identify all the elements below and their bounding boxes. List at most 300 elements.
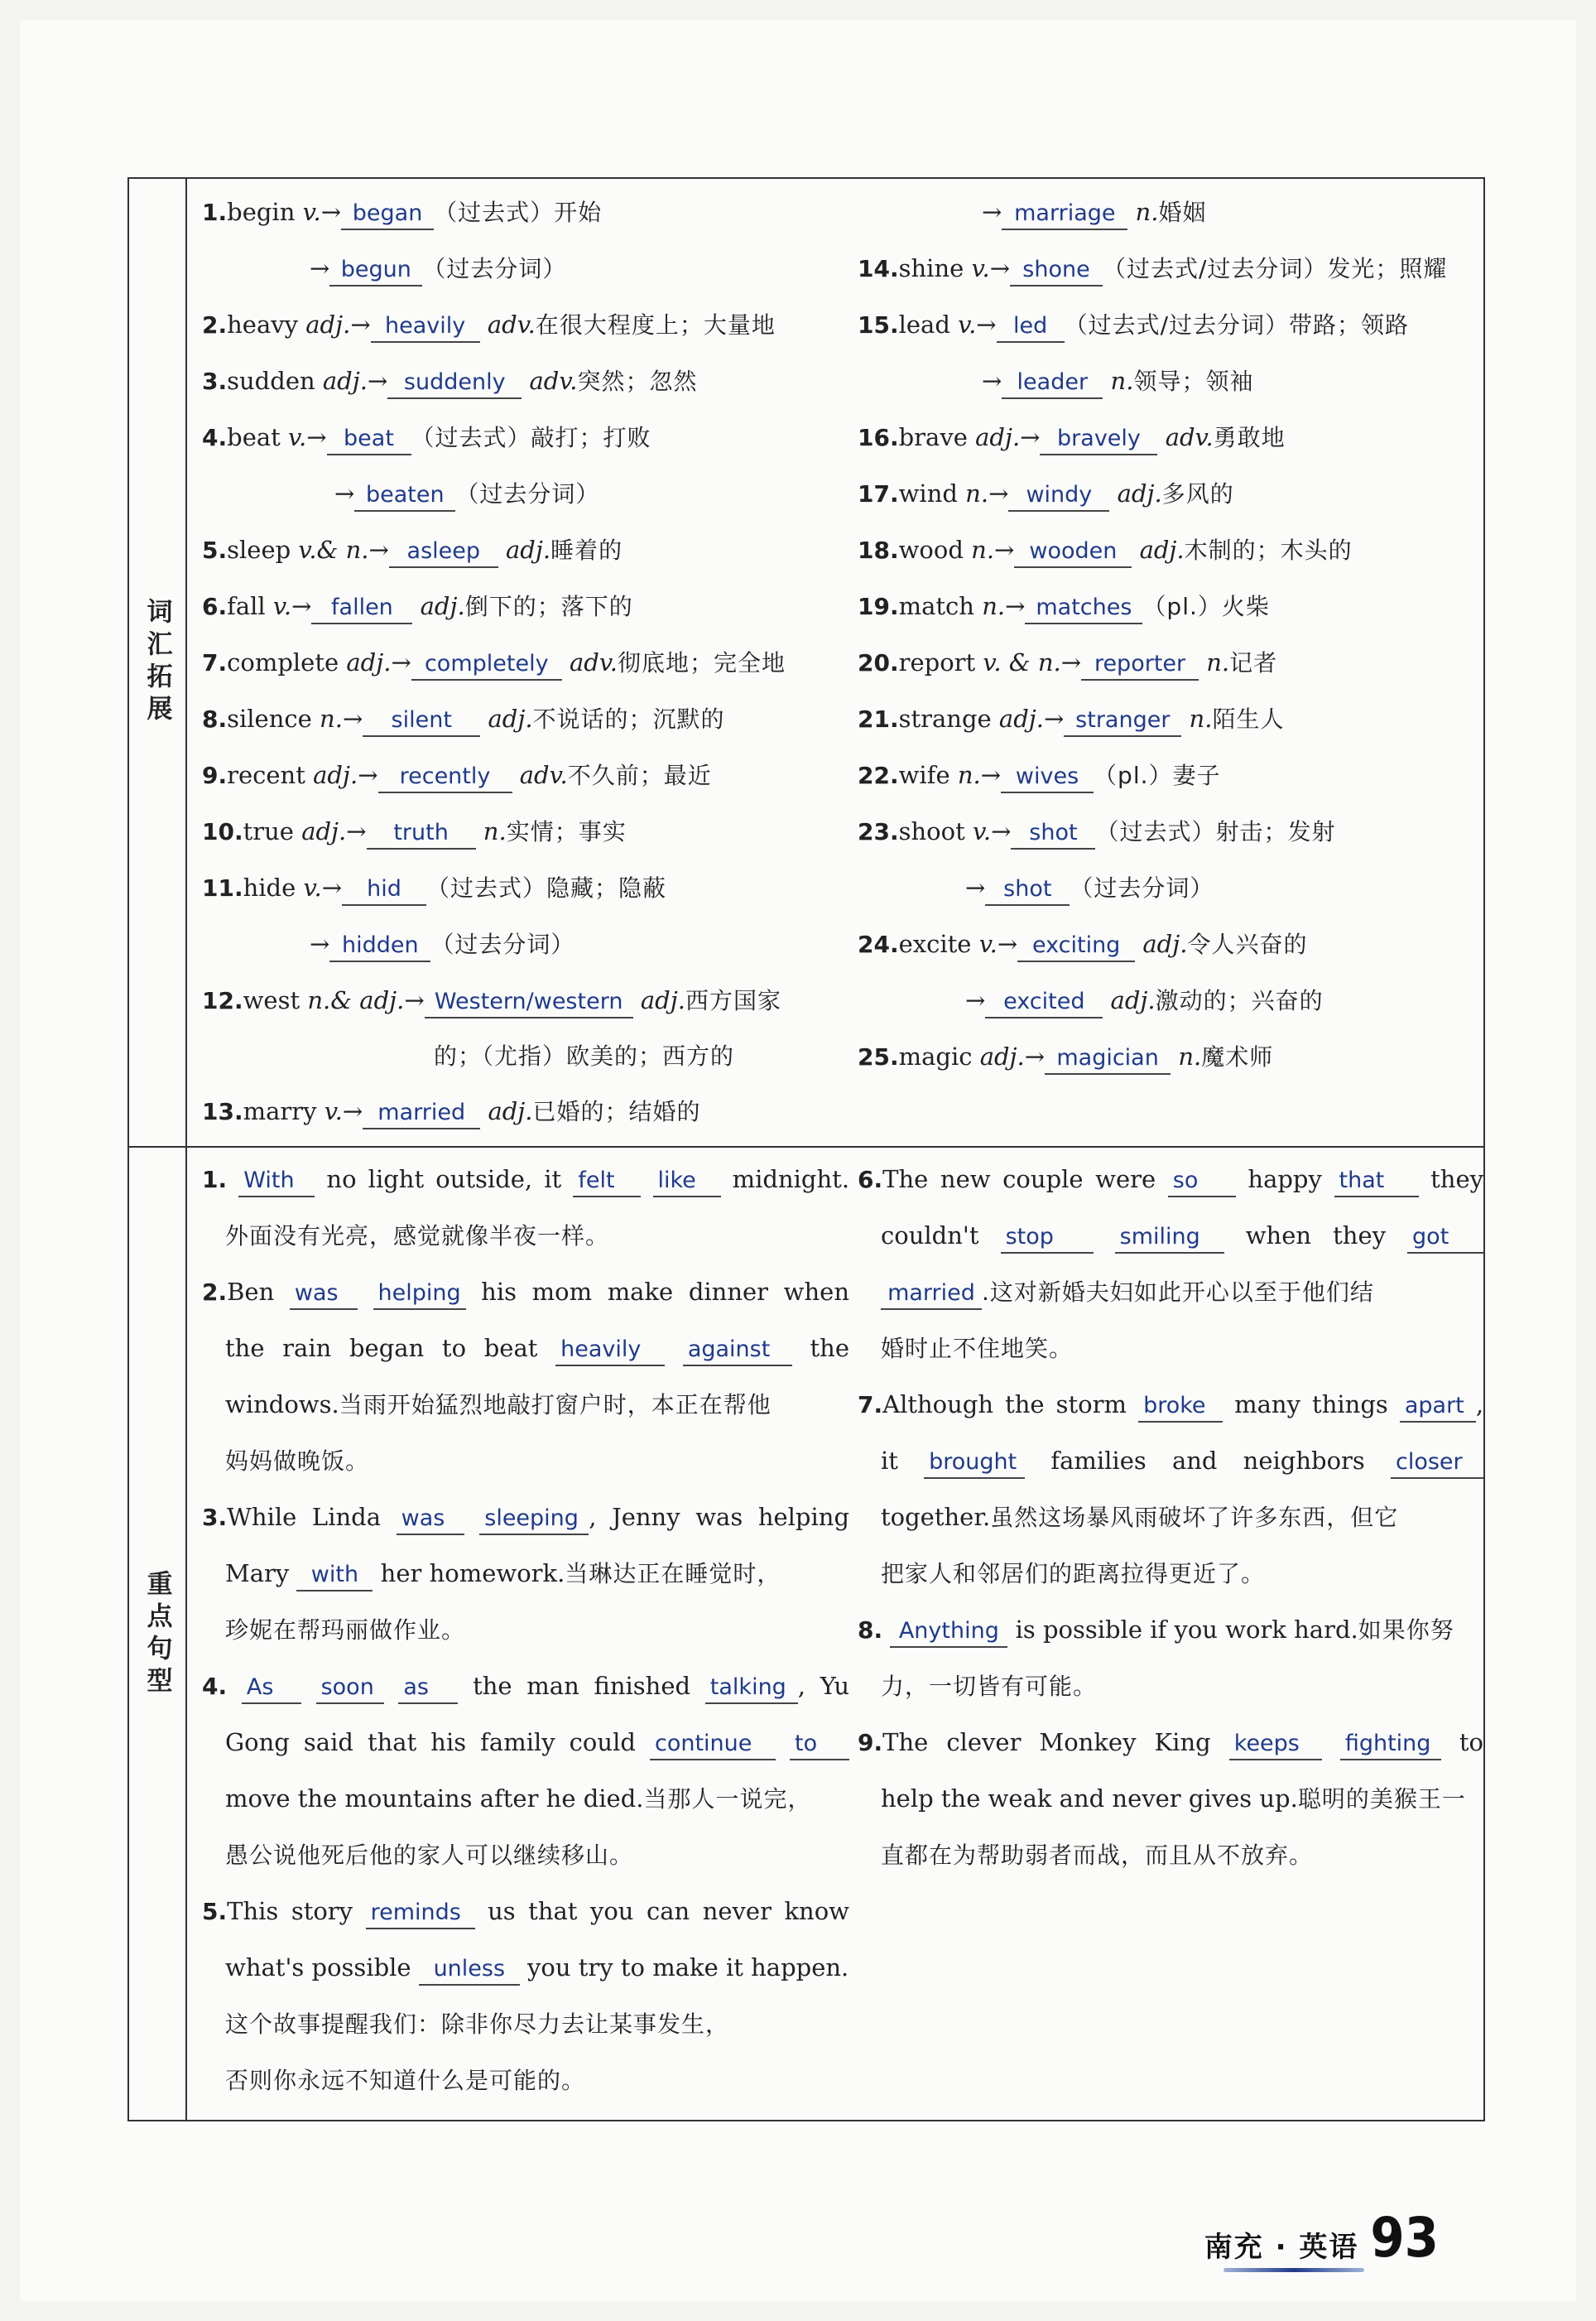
definition: 记者 bbox=[1229, 649, 1278, 677]
sentence-text: , bbox=[1475, 1390, 1484, 1418]
item-number: 13. bbox=[202, 1098, 243, 1125]
answer-blank[interactable]: broke bbox=[1138, 1391, 1223, 1423]
part-of-speech: adv. bbox=[569, 648, 618, 677]
base-word: lead bbox=[898, 311, 950, 339]
vocab-row-21 bbox=[858, 691, 1483, 747]
answer-blank[interactable]: apart bbox=[1400, 1391, 1476, 1423]
definition: （过去分词） bbox=[455, 480, 600, 508]
answer-blank[interactable]: shot bbox=[985, 874, 1070, 906]
part-of-speech: v. bbox=[978, 930, 997, 958]
item-number: 17. bbox=[858, 480, 899, 508]
sentence-right-column bbox=[858, 1151, 1483, 1883]
vocab-row-18 bbox=[858, 522, 1483, 578]
answer-blank[interactable]: led bbox=[997, 311, 1065, 343]
sentence-5-line-3 bbox=[202, 1996, 849, 2052]
item-number: 4. bbox=[202, 424, 228, 451]
vocab-row-7 bbox=[202, 634, 849, 691]
vocab-row-17 bbox=[858, 465, 1483, 522]
vocab-row-12b bbox=[202, 1028, 849, 1083]
answer-blank[interactable]: married bbox=[363, 1098, 480, 1129]
answer-blank[interactable]: wooden bbox=[1014, 537, 1132, 568]
definition: （pl.）妻子 bbox=[1094, 762, 1221, 789]
answer-blank[interactable]: that bbox=[1334, 1166, 1419, 1197]
part-of-speech: adj. bbox=[506, 536, 551, 564]
sentence-text: when they bbox=[1245, 1221, 1386, 1250]
definition: 魔术师 bbox=[1201, 1043, 1274, 1071]
answer-blank[interactable]: to bbox=[790, 1729, 849, 1760]
answer-blank[interactable]: as bbox=[398, 1673, 458, 1704]
vocab-row-8 bbox=[202, 691, 849, 747]
base-word: report bbox=[898, 648, 976, 677]
base-word: brave bbox=[898, 423, 968, 451]
answer-blank[interactable]: heavily bbox=[555, 1335, 665, 1366]
definition: 多风的 bbox=[1161, 480, 1234, 508]
vocab-row-20 bbox=[858, 634, 1483, 691]
translation: 力，一切皆有可能。 bbox=[881, 1673, 1098, 1700]
base-word: marry bbox=[243, 1097, 317, 1125]
arrow-icon: → bbox=[391, 648, 411, 677]
sentence-text: they bbox=[1430, 1165, 1483, 1193]
part-of-speech: adj. bbox=[420, 592, 465, 620]
definition: （过去式）敲打；打败 bbox=[411, 424, 651, 451]
answer-blank[interactable]: shot bbox=[1011, 818, 1095, 850]
arrow-icon: → bbox=[1060, 648, 1082, 677]
item-number: 9. bbox=[202, 762, 228, 789]
answer-blank[interactable]: With bbox=[238, 1166, 315, 1197]
part-of-speech: n. bbox=[1206, 648, 1230, 677]
part-of-speech: v.& n. bbox=[298, 536, 369, 564]
base-word: begin bbox=[227, 198, 296, 226]
answer-blank[interactable]: suddenly bbox=[387, 368, 522, 399]
part-of-speech: v. & n. bbox=[983, 648, 1061, 677]
answer-blank[interactable]: reminds bbox=[366, 1898, 475, 1929]
part-of-speech: adv. bbox=[1165, 423, 1214, 451]
sentence-7-line-1 bbox=[858, 1376, 1483, 1433]
arrow-icon: → bbox=[980, 761, 1002, 789]
sentence-2-line-1 bbox=[202, 1264, 849, 1320]
answer-blank[interactable]: fighting bbox=[1340, 1729, 1441, 1760]
base-word: wood bbox=[898, 536, 964, 564]
vocab-right-column bbox=[858, 184, 1483, 1085]
base-word: true bbox=[243, 817, 294, 845]
arrow-icon: → bbox=[965, 986, 986, 1014]
sentence-text: what's possible bbox=[225, 1953, 411, 1982]
arrow-icon: → bbox=[1044, 705, 1065, 733]
vocab-row-24b bbox=[858, 972, 1483, 1028]
answer-blank[interactable]: sleeping bbox=[479, 1504, 589, 1535]
answer-blank[interactable]: excited bbox=[985, 987, 1103, 1018]
vocab-row-13 bbox=[202, 1083, 849, 1139]
definition: 领导；领袖 bbox=[1133, 368, 1254, 395]
sentence-text: no light outside, it bbox=[326, 1165, 562, 1193]
part-of-speech: adj. bbox=[305, 311, 351, 339]
arrow-icon: → bbox=[350, 311, 371, 339]
answer-blank[interactable]: with bbox=[296, 1560, 373, 1591]
sentence-text: , Jenny was helping bbox=[589, 1503, 850, 1531]
definition: 西方国家 bbox=[685, 987, 781, 1014]
item-number: 4. bbox=[202, 1673, 228, 1700]
base-word: sleep bbox=[227, 536, 291, 564]
sentence-text: to bbox=[1459, 1728, 1484, 1756]
answer-blank[interactable]: recently bbox=[378, 762, 512, 793]
part-of-speech: adj. bbox=[998, 705, 1044, 733]
part-of-speech: adj. bbox=[640, 986, 685, 1014]
part-of-speech: n.& adj. bbox=[307, 986, 405, 1014]
vocab-row-4 bbox=[202, 409, 849, 465]
vocab-label-cell bbox=[129, 179, 187, 1146]
item-number: 2. bbox=[202, 311, 228, 339]
definition: 睡着的 bbox=[550, 537, 623, 564]
arrow-icon: → bbox=[334, 479, 355, 508]
item-number: 8. bbox=[202, 705, 228, 733]
answer-blank[interactable]: asleep bbox=[389, 537, 498, 568]
answer-blank[interactable]: closer bbox=[1391, 1447, 1483, 1479]
answer-blank[interactable]: keeps bbox=[1229, 1729, 1322, 1760]
part-of-speech: adj. bbox=[1117, 479, 1162, 508]
base-word: sudden bbox=[227, 367, 315, 395]
sentence-text: The new couple were bbox=[882, 1165, 1156, 1193]
translation: 珍妮在帮玛丽做作业。 bbox=[225, 1616, 466, 1644]
vocab-row-23 bbox=[858, 803, 1483, 860]
answer-blank[interactable]: Western/western bbox=[425, 987, 633, 1018]
part-of-speech: n. bbox=[965, 479, 989, 508]
arrow-icon: → bbox=[997, 930, 1018, 958]
sentence-9-line-3 bbox=[858, 1827, 1483, 1883]
base-word: complete bbox=[227, 648, 339, 677]
answer-blank[interactable]: unless bbox=[419, 1954, 520, 1986]
sentence-text: help the weak and never gives up. bbox=[881, 1784, 1298, 1813]
answer-blank[interactable]: silent bbox=[363, 705, 480, 737]
sentence-4-line-4 bbox=[202, 1827, 849, 1883]
translation: 如果你努 bbox=[1358, 1616, 1454, 1644]
base-word: west bbox=[243, 986, 300, 1014]
translation: 妈妈做晚饭。 bbox=[225, 1447, 370, 1475]
sentence-7-line-2 bbox=[858, 1433, 1483, 1489]
translation: 当那人一说完， bbox=[643, 1785, 812, 1813]
item-number: 24. bbox=[858, 931, 899, 958]
base-word: shoot bbox=[898, 817, 965, 845]
exercise-table bbox=[127, 177, 1485, 2121]
answer-blank[interactable]: windy bbox=[1008, 480, 1109, 512]
sentence-text: , Yu bbox=[797, 1672, 850, 1700]
arrow-icon: → bbox=[358, 761, 378, 789]
base-word: heavy bbox=[227, 311, 299, 339]
answer-blank[interactable]: bravely bbox=[1040, 424, 1157, 455]
base-word: wife bbox=[898, 761, 950, 789]
item-number: 9. bbox=[858, 1729, 883, 1756]
vocab-row-9 bbox=[202, 747, 849, 803]
answer-blank[interactable]: soon bbox=[316, 1673, 384, 1704]
part-of-speech: adj. bbox=[488, 705, 533, 733]
sentence-4-line-3 bbox=[202, 1770, 849, 1827]
arrow-icon: → bbox=[342, 1097, 363, 1125]
sentence-text: it bbox=[881, 1447, 898, 1475]
part-of-speech: adj. bbox=[488, 1097, 533, 1125]
vocab-row-1 bbox=[202, 184, 849, 240]
definition: （过去式/过去分词）带路；领路 bbox=[1064, 311, 1410, 339]
answer-blank[interactable]: like bbox=[653, 1166, 721, 1197]
sentence-text: While Linda bbox=[227, 1503, 381, 1531]
answer-blank[interactable]: Anything bbox=[890, 1616, 1007, 1648]
answer-blank[interactable]: wives bbox=[1001, 762, 1094, 793]
translation: 当琳达正在睡觉时， bbox=[565, 1560, 781, 1587]
vocab-row-6 bbox=[202, 578, 849, 634]
item-number: 7. bbox=[202, 649, 228, 677]
definition: 木制的；木头的 bbox=[1184, 537, 1353, 564]
base-word: beat bbox=[227, 423, 281, 451]
translation: 当雨开始猛烈地敲打窗户时，本正在帮他 bbox=[339, 1391, 772, 1418]
answer-blank[interactable]: matches bbox=[1025, 593, 1142, 624]
answer-blank[interactable]: As bbox=[242, 1673, 301, 1704]
answer-blank[interactable]: stranger bbox=[1064, 705, 1181, 737]
sentence-text: together. bbox=[881, 1503, 991, 1531]
page-footer bbox=[1204, 2206, 1439, 2270]
item-number: 6. bbox=[202, 593, 228, 620]
definition: 彻底地；完全地 bbox=[618, 649, 786, 677]
answer-blank[interactable]: hid bbox=[342, 874, 426, 906]
answer-blank[interactable]: got bbox=[1407, 1222, 1483, 1254]
vocab-row-13b bbox=[858, 184, 1483, 240]
vocab-row-5 bbox=[202, 522, 849, 578]
part-of-speech: n. bbox=[1178, 1043, 1202, 1071]
vocab-section-label: 词汇拓展 bbox=[142, 598, 172, 727]
part-of-speech: n. bbox=[971, 536, 995, 564]
definition: （过去分词） bbox=[430, 931, 575, 958]
item-number: 19. bbox=[858, 593, 899, 620]
answer-blank[interactable]: brought bbox=[924, 1447, 1025, 1479]
arrow-icon: → bbox=[306, 423, 327, 451]
item-number: 3. bbox=[202, 1504, 228, 1531]
arrow-icon: → bbox=[1020, 423, 1041, 451]
base-word: magic bbox=[898, 1043, 973, 1071]
sentence-text: the rain began to beat bbox=[225, 1334, 538, 1362]
sentence-text: families and neighbors bbox=[1050, 1447, 1365, 1475]
answer-blank[interactable]: leader bbox=[1002, 368, 1103, 399]
arrow-icon: → bbox=[367, 367, 388, 395]
sentence-6-line-1 bbox=[858, 1151, 1483, 1207]
sentence-4-line-1 bbox=[202, 1658, 849, 1714]
translation: .这对新婚夫妇如此开心以至于他们结 bbox=[982, 1278, 1374, 1306]
base-word: hide bbox=[243, 874, 296, 902]
sentence-text: midnight. bbox=[732, 1165, 850, 1193]
part-of-speech: adj. bbox=[1142, 930, 1188, 958]
answer-blank[interactable]: smiling bbox=[1115, 1222, 1224, 1254]
part-of-speech: v. bbox=[972, 817, 992, 845]
arrow-icon: → bbox=[368, 536, 389, 564]
translation: 愚公说他死后他的家人可以继续移山。 bbox=[225, 1842, 634, 1869]
sentence-text: Gong said that his family could bbox=[225, 1728, 636, 1756]
answer-blank[interactable]: fallen bbox=[311, 593, 412, 624]
item-number: 6. bbox=[858, 1166, 883, 1193]
translation: 外面没有光亮，感觉就像半夜一样。 bbox=[225, 1222, 610, 1250]
item-number: 11. bbox=[202, 874, 243, 902]
translation: 直都在为帮助弱者而战，而且从不放弃。 bbox=[881, 1842, 1314, 1869]
definition: 激动的；兴奋的 bbox=[1155, 987, 1324, 1014]
arrow-icon: → bbox=[994, 536, 1015, 564]
sentence-text: you try to make it happen. bbox=[527, 1953, 849, 1982]
sentence-7-line-4 bbox=[858, 1545, 1483, 1601]
answer-blank[interactable]: magician bbox=[1045, 1043, 1171, 1075]
sentence-5-line-4 bbox=[202, 2052, 849, 2108]
part-of-speech: adj. bbox=[322, 367, 368, 395]
definition: 不说话的；沉默的 bbox=[532, 705, 725, 733]
item-number: 1. bbox=[202, 199, 228, 226]
sentence-9-line-2 bbox=[858, 1770, 1483, 1827]
item-number: 14. bbox=[858, 255, 899, 282]
sentence-5-line-2 bbox=[202, 1939, 849, 1996]
sentence-4-line-2 bbox=[202, 1714, 849, 1770]
item-number: 20. bbox=[858, 649, 899, 677]
arrow-icon: → bbox=[991, 817, 1012, 845]
book-tag: 南充 · 英语 bbox=[1204, 2231, 1359, 2264]
arrow-icon: → bbox=[342, 705, 363, 733]
sentence-section bbox=[129, 1148, 1483, 2121]
part-of-speech: n. bbox=[1135, 198, 1159, 226]
vocab-row-23b bbox=[858, 860, 1483, 916]
definition: （过去式）开始 bbox=[434, 199, 603, 226]
vocab-row-4b bbox=[202, 465, 849, 522]
sentence-text: her homework. bbox=[380, 1559, 565, 1587]
sentence-7-line-3 bbox=[858, 1489, 1483, 1545]
item-number: 25. bbox=[858, 1043, 899, 1071]
part-of-speech: v. bbox=[958, 311, 977, 339]
definition: （过去分词） bbox=[422, 255, 567, 282]
vocab-row-19 bbox=[858, 578, 1483, 634]
answer-blank[interactable]: exciting bbox=[1017, 931, 1135, 962]
translation: 虽然这场暴风雨破坏了许多东西，但它 bbox=[990, 1504, 1399, 1531]
arrow-icon: → bbox=[989, 254, 1010, 282]
arrow-icon: → bbox=[1005, 592, 1026, 620]
arrow-icon: → bbox=[346, 817, 367, 845]
answer-blank[interactable]: so bbox=[1168, 1166, 1236, 1197]
answer-blank[interactable]: began bbox=[341, 199, 434, 230]
part-of-speech: n. bbox=[1110, 367, 1134, 395]
sentence-label-cell bbox=[129, 1148, 187, 2121]
definition: 倒下的；落下的 bbox=[464, 593, 633, 620]
answer-blank[interactable]: marriage bbox=[1002, 199, 1127, 230]
vocab-row-2 bbox=[202, 296, 849, 353]
part-of-speech: v. bbox=[971, 254, 990, 282]
part-of-speech: adj. bbox=[979, 1043, 1025, 1071]
arrow-icon: → bbox=[321, 874, 342, 902]
definition: 实情；事实 bbox=[506, 818, 627, 845]
part-of-speech: v. bbox=[302, 198, 321, 226]
sentence-2-line-2 bbox=[202, 1320, 849, 1376]
sentence-1-line-1 bbox=[202, 1151, 849, 1207]
part-of-speech: v. bbox=[303, 874, 322, 902]
definition: 已婚的；结婚的 bbox=[532, 1098, 701, 1125]
answer-blank[interactable]: beat bbox=[327, 424, 411, 455]
definition: 突然；忽然 bbox=[577, 368, 698, 395]
translation: 这个故事提醒我们：除非你尽力去让某事发生， bbox=[225, 2010, 730, 2038]
definition: 在很大程度上；大量地 bbox=[535, 311, 776, 339]
arrow-icon: → bbox=[976, 311, 997, 339]
sentence-text: Ben bbox=[227, 1278, 275, 1306]
part-of-speech: adj. bbox=[313, 761, 358, 789]
definition: 的；（尤指）欧美的；西方的 bbox=[434, 1043, 735, 1070]
answer-blank[interactable]: talking bbox=[705, 1673, 798, 1704]
item-number: 5. bbox=[202, 537, 228, 564]
answer-blank[interactable]: truth bbox=[367, 818, 476, 850]
item-number: 5. bbox=[202, 1898, 228, 1925]
sentence-6-line-3 bbox=[858, 1264, 1483, 1320]
sentence-6-line-4 bbox=[858, 1320, 1483, 1376]
definition: （过去式）射击；发射 bbox=[1095, 818, 1336, 845]
answer-blank[interactable]: continue bbox=[650, 1729, 776, 1760]
translation: 否则你永远不知道什么是可能的。 bbox=[225, 2067, 586, 2094]
vocab-row-16 bbox=[858, 409, 1483, 465]
vocab-row-22 bbox=[858, 747, 1483, 803]
sentence-text: Although the storm bbox=[882, 1390, 1127, 1418]
translation: 婚时止不住地笑。 bbox=[881, 1335, 1074, 1362]
answer-blank[interactable]: helping bbox=[373, 1278, 466, 1310]
part-of-speech: adj. bbox=[1139, 536, 1185, 564]
part-of-speech: v. bbox=[324, 1097, 343, 1125]
sentence-1-line-2 bbox=[202, 1207, 849, 1264]
answer-blank[interactable]: was bbox=[290, 1278, 358, 1310]
definition: 令人兴奋的 bbox=[1187, 931, 1308, 958]
answer-blank[interactable]: reporter bbox=[1081, 649, 1199, 681]
vocab-row-14 bbox=[858, 240, 1483, 296]
arrow-icon: → bbox=[982, 367, 1002, 395]
definition: 婚姻 bbox=[1158, 199, 1207, 226]
definition: （过去式）隐藏；隐蔽 bbox=[426, 874, 667, 902]
vocab-row-10 bbox=[202, 803, 849, 860]
item-number: 18. bbox=[858, 537, 899, 564]
definition: 勇敢地 bbox=[1213, 424, 1286, 451]
answer-blank[interactable]: heavily bbox=[371, 311, 480, 343]
part-of-speech: v. bbox=[272, 592, 292, 620]
arrow-icon: → bbox=[310, 930, 330, 958]
sentence-text: us that you can never know bbox=[488, 1897, 850, 1925]
item-number: 10. bbox=[202, 818, 243, 845]
answer-blank[interactable]: was bbox=[397, 1504, 464, 1535]
answer-blank[interactable]: against bbox=[683, 1335, 792, 1366]
base-word: fall bbox=[227, 592, 266, 620]
part-of-speech: adv. bbox=[487, 311, 536, 339]
arrow-icon: → bbox=[1024, 1043, 1046, 1071]
item-number: 2. bbox=[202, 1278, 228, 1306]
part-of-speech: n. bbox=[320, 705, 343, 733]
answer-blank[interactable]: begun bbox=[329, 255, 422, 287]
definition: （过去式/过去分词）发光；照耀 bbox=[1103, 255, 1448, 282]
vocab-section bbox=[129, 179, 1483, 1148]
item-number: 22. bbox=[858, 762, 899, 789]
answer-blank[interactable]: beaten bbox=[354, 480, 455, 512]
sentence-text: The clever Monkey King bbox=[882, 1728, 1211, 1756]
base-word: silence bbox=[227, 705, 312, 733]
answer-blank[interactable]: hidden bbox=[329, 931, 430, 962]
base-word: shine bbox=[898, 254, 964, 282]
sentence-text: windows. bbox=[225, 1390, 339, 1418]
base-word: match bbox=[898, 592, 974, 620]
answer-blank[interactable]: completely bbox=[411, 649, 562, 681]
sentence-8-line-1 bbox=[858, 1601, 1483, 1658]
item-number: 23. bbox=[858, 818, 899, 845]
answer-blank[interactable]: felt bbox=[573, 1166, 641, 1197]
answer-blank[interactable]: stop bbox=[1001, 1222, 1094, 1254]
answer-blank[interactable]: shone bbox=[1010, 255, 1103, 287]
sentence-text: is possible if you work hard. bbox=[1015, 1616, 1358, 1644]
vocab-row-1b bbox=[202, 240, 849, 296]
base-word: recent bbox=[227, 761, 305, 789]
part-of-speech: n. bbox=[982, 592, 1006, 620]
sentence-2-line-3 bbox=[202, 1376, 849, 1433]
sentence-text: This story bbox=[227, 1897, 353, 1925]
answer-blank[interactable]: married bbox=[881, 1278, 982, 1310]
sentence-3-line-3 bbox=[202, 1601, 849, 1658]
arrow-icon: → bbox=[988, 479, 1009, 508]
